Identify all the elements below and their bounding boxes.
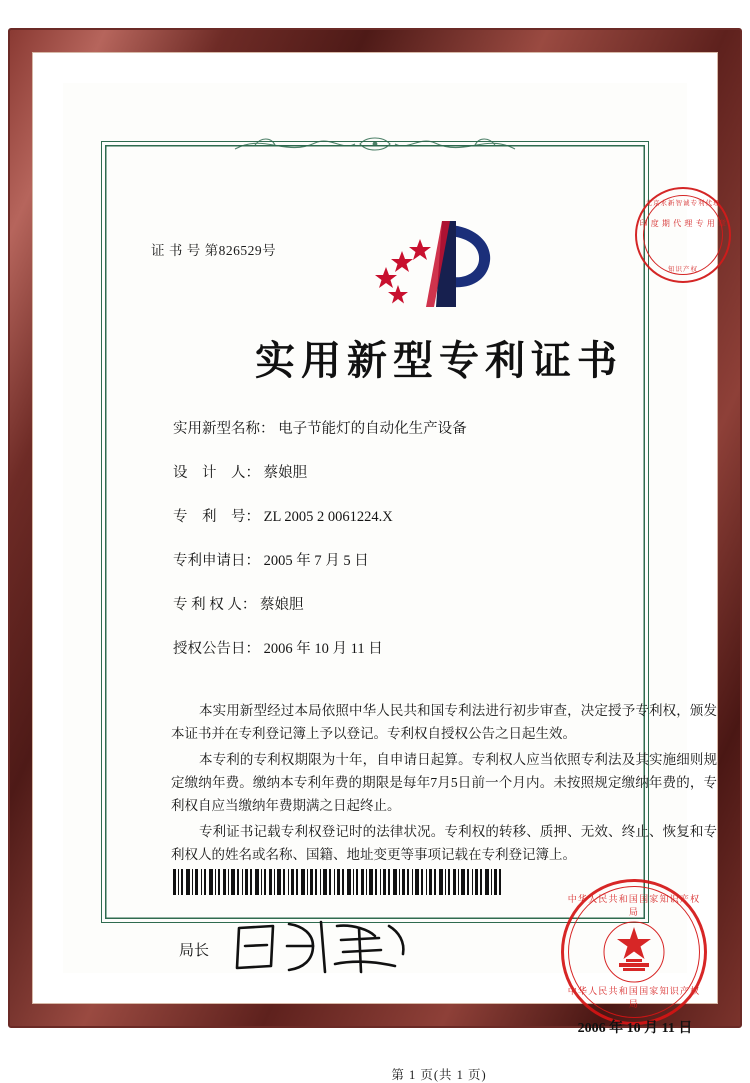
field-label: 授权公告日： xyxy=(173,641,260,657)
field-row xyxy=(173,417,713,438)
field-label: 专 利 号： xyxy=(173,509,260,525)
signature-handwriting xyxy=(229,914,419,980)
body-paragraph: 本实用新型经过本局依照中华人民共和国专利法进行初步审查，决定授予专利权，颁发本证书并在专利登记簿上予以登记。专利权自授权公告之日起生效。 xyxy=(171,703,717,741)
signature-label: 局长 xyxy=(179,943,210,959)
body-paragraph: 专利证书记载专利权登记时的法律状况。专利权的转移、质押、无效、终止、恢复和专利权人的姓名或名称、国籍、地址变更等事项记载在专利登记簿上。 xyxy=(171,824,717,862)
field-label: 专 利 权 人： xyxy=(173,597,257,613)
agency-stamp xyxy=(635,187,731,283)
page-footer: 第 1 页(共 1 页) xyxy=(391,1068,487,1082)
field-label: 设 计 人： xyxy=(173,465,260,481)
field-value: 2005 年 7 月 5 日 xyxy=(263,553,369,569)
certificate-content xyxy=(137,179,741,1082)
body-paragraph: 本专利的专利权期限为十年，自申请日起算。专利权人应当依照专利法及其实施细则规定缴纳年费。缴纳本专利年费的期限是每年7月5日前一个月内。未按照规定缴纳年费的，专利权自应当缴纳年费期满之日起终止。 xyxy=(171,752,717,813)
field-value: 蔡娘胆 xyxy=(263,465,308,481)
field-row xyxy=(173,461,713,482)
certificate-body xyxy=(171,699,717,869)
field-row xyxy=(173,593,713,614)
certificate-number xyxy=(151,239,276,259)
national-emblem-icon xyxy=(599,917,669,987)
certificate-paper xyxy=(63,83,727,1082)
national-seal-top-text: 中华人民共和国国家知识产权局 xyxy=(567,894,701,917)
field-label: 专利申请日： xyxy=(173,553,260,569)
agency-stamp-center-text: 印 度 期 代 理 专 用 章 xyxy=(639,219,727,228)
certificate-number-value: 第826529号 xyxy=(204,243,277,258)
field-value: 蔡娘胆 xyxy=(260,597,304,613)
field-value: 电子节能灯的自动化生产设备 xyxy=(278,421,467,437)
top-ornament-icon xyxy=(225,131,525,157)
patent-office-logo-icon xyxy=(364,207,514,317)
agency-stamp-arc-text: 北京永新智诚专利代理 xyxy=(645,200,721,207)
page-title: 实用新型专利证书 xyxy=(255,338,623,383)
certificate-number-label: 证 书 号 xyxy=(151,243,201,258)
certificate-inner-bevel xyxy=(32,52,727,1082)
seal-date: 2006 年 10 月 11 日 xyxy=(577,1021,693,1036)
field-value: 2006 年 10 月 11 日 xyxy=(263,641,383,657)
national-seal-bottom-text: 中华人民共和国国家知识产权局 xyxy=(567,986,701,1009)
field-value: ZL 2005 2 0061224.X xyxy=(263,509,393,525)
national-seal xyxy=(561,879,707,1025)
agency-stamp-ring xyxy=(643,195,723,275)
patent-fields xyxy=(173,417,713,681)
field-row xyxy=(173,637,713,658)
field-label: 实用新型名称： xyxy=(173,421,275,437)
certificate-outer-frame xyxy=(8,28,742,1082)
agency-stamp-bottom-text: 知识产权 xyxy=(668,266,698,273)
field-row xyxy=(173,505,713,526)
field-row xyxy=(173,549,713,570)
barcode xyxy=(173,869,503,895)
